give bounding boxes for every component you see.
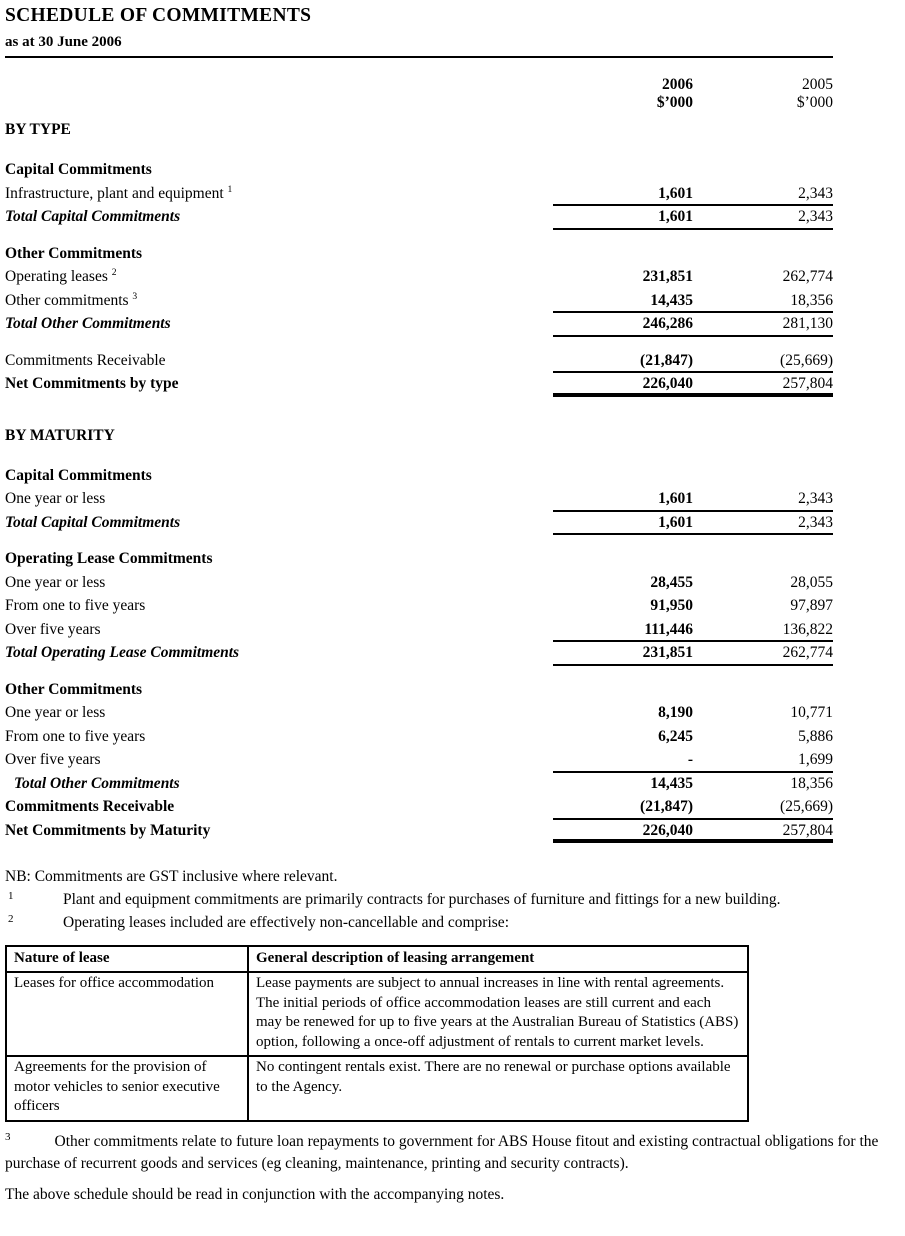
row-label-text: Commitments Receivable [5, 351, 166, 369]
value-2006: 91,950 [650, 597, 693, 614]
column-header-values [553, 76, 833, 112]
row-values [553, 183, 833, 207]
row-spacer [5, 535, 833, 548]
row-values [553, 572, 833, 596]
row-label-text: From one to five years [5, 727, 146, 745]
value-2005: 5,886 [798, 727, 833, 745]
row-values [553, 796, 833, 820]
value-2006: 231,851 [642, 644, 693, 661]
lease-table-row [6, 1056, 748, 1121]
statement-row [5, 796, 833, 820]
footnote-3-marker: 3 [5, 1130, 11, 1143]
value-2005: (25,669) [780, 351, 833, 369]
value-2005: 262,774 [782, 644, 833, 661]
value-2005: 257,804 [782, 821, 833, 839]
row-label-text: Total Operating Lease Commitments [5, 644, 240, 661]
row-label [5, 488, 553, 512]
row-label [5, 373, 553, 397]
value-2006: 14,435 [650, 291, 693, 309]
value-2006: 1,601 [658, 513, 693, 531]
statement-row [5, 642, 833, 666]
statement-row [5, 159, 833, 183]
footnote-ref: 1 [227, 183, 233, 195]
row-spacer [5, 666, 833, 679]
row-spacer [5, 337, 833, 350]
value-2006: 1,601 [658, 208, 693, 225]
row-label [5, 702, 553, 726]
footnote-3 [5, 1131, 905, 1175]
row-label-text: Other commitments [5, 291, 129, 309]
row-label [5, 749, 553, 773]
value-2005: 2,343 [798, 513, 833, 531]
row-values [553, 702, 833, 726]
row-label-text: Infrastructure, plant and equipment [5, 184, 224, 202]
row-label [5, 350, 553, 374]
statement-row [5, 548, 833, 572]
nb-note: NB: Commitments are GST inclusive where relevant. [5, 868, 338, 885]
footnote [5, 888, 905, 911]
statement-row [5, 373, 833, 397]
row-label-text: Operating Lease Commitments [5, 550, 213, 567]
row-label [5, 773, 553, 797]
statement-row [5, 206, 833, 230]
row-values [553, 820, 833, 844]
row-label-text: One year or less [5, 490, 106, 507]
footnote-text: Operating leases included are effectively non-cancellable and comprise: [63, 914, 509, 931]
value-2005: 281,130 [782, 315, 833, 332]
row-label-text: Total Capital Commitments [5, 208, 181, 225]
value-2006: - [687, 751, 693, 768]
row-label-text: Total Other Commitments [14, 774, 180, 792]
row-label [5, 465, 833, 489]
row-label [5, 243, 833, 267]
footnote-ref: 3 [132, 290, 138, 302]
statement-row [5, 350, 833, 374]
footnote-marker: 1 [8, 890, 14, 902]
value-2006: (21,847) [640, 798, 693, 815]
closing-note: The above schedule should be read in conjunction with the accompanying notes. [5, 1185, 505, 1203]
column-units-2006: $’000 [656, 94, 693, 111]
value-2005: (25,669) [780, 798, 833, 815]
row-values [553, 595, 833, 619]
statement-row [5, 595, 833, 619]
row-label-text: Over five years [5, 620, 101, 638]
footnote-text: Plant and equipment commitments are primarily contracts for purchases of furniture and fittings for a new building. [63, 891, 781, 908]
row-values [553, 749, 833, 773]
footnote-marker: 2 [8, 913, 14, 925]
column-header-2006 [553, 76, 693, 112]
row-label-text: Capital Commitments [5, 466, 152, 484]
statement-row [5, 266, 833, 290]
footnote-list [5, 888, 905, 934]
row-label-text: Other Commitments [5, 244, 143, 262]
row-values [553, 350, 833, 374]
header-rule [5, 56, 833, 58]
row-spacer [5, 230, 833, 243]
row-values [553, 773, 833, 797]
lease-table [5, 945, 749, 1122]
value-2006: 246,286 [642, 315, 693, 332]
row-label-text: Total Capital Commitments [5, 513, 181, 531]
row-label [5, 679, 833, 703]
column-year-2005: 2005 [802, 76, 833, 93]
value-2005: 2,343 [798, 208, 833, 225]
column-header-spacer [5, 76, 553, 112]
statement-row [5, 572, 833, 596]
row-label [5, 512, 553, 536]
column-headers [5, 76, 833, 112]
statement-row [5, 773, 833, 797]
row-label-text: Over five years [5, 751, 101, 768]
statement-row [5, 820, 833, 844]
lease-table-header-nature: Nature of lease [6, 946, 248, 972]
row-label [5, 796, 553, 820]
value-2006: 28,455 [650, 573, 693, 591]
row-label [5, 266, 553, 290]
column-units-2005: $’000 [796, 94, 833, 111]
statement-section-heading: BY MATURITY [5, 426, 115, 444]
value-2006: 111,446 [644, 620, 693, 638]
value-2006: 1,601 [658, 184, 693, 202]
statement-row [5, 183, 833, 207]
row-label [5, 726, 553, 750]
lease-table-header-row [6, 946, 748, 972]
value-2005: 262,774 [782, 268, 833, 285]
value-2005: 10,771 [790, 704, 833, 721]
lease-description-cell: Lease payments are subject to annual increases in line with rental agreements. The initial periods of office accommodation leases are still current and each may be renewed for up to five years at the Australian Bureau of Statistics (ABS) option, following a once-off adjustment of rentals to current market levels. [248, 972, 748, 1056]
row-values [553, 373, 833, 397]
row-label [5, 820, 553, 844]
row-values [553, 726, 833, 750]
lease-table-body [6, 972, 748, 1121]
statement-row [5, 726, 833, 750]
value-2006: (21,847) [640, 351, 693, 369]
statement-row [5, 243, 833, 267]
row-label-text: From one to five years [5, 597, 146, 614]
value-2005: 18,356 [790, 774, 833, 792]
statement-row [5, 679, 833, 703]
statement-row [5, 313, 833, 337]
lease-table-header-description: General description of leasing arrangement [248, 946, 748, 972]
column-year-2006: 2006 [662, 76, 693, 93]
statement-row [5, 465, 833, 489]
notes-section [5, 865, 905, 934]
row-label [5, 206, 553, 230]
footnote-3-text: Other commitments relate to future loan repayments to government for ABS House fitout and existing contractual obligations for the purchase of recurrent goods and services (eg cleaning, maintenance, printing and security contracts). [5, 1132, 879, 1172]
value-2006: 231,851 [642, 268, 693, 285]
commitments-statement [5, 118, 833, 843]
statement-row [5, 702, 833, 726]
value-2005: 1,699 [798, 751, 833, 768]
row-values [553, 488, 833, 512]
row-label-text: One year or less [5, 573, 106, 591]
row-label-text: Net Commitments by Maturity [5, 821, 211, 839]
row-label [5, 290, 553, 314]
value-2005: 97,897 [790, 597, 833, 614]
lease-nature-cell: Agreements for the provision of motor vehicles to senior executive officers [6, 1056, 248, 1121]
statement-row [5, 749, 833, 773]
page-title: SCHEDULE OF COMMITMENTS [5, 5, 312, 26]
footnote [5, 911, 905, 934]
row-label-text: One year or less [5, 704, 106, 721]
row-label [5, 642, 553, 666]
value-2006: 8,190 [658, 704, 693, 721]
footnote-ref: 2 [111, 266, 117, 278]
row-label [5, 595, 553, 619]
row-values [553, 512, 833, 536]
row-label-text: Net Commitments by type [5, 375, 179, 392]
value-2006: 14,435 [650, 774, 693, 792]
value-2005: 28,055 [790, 573, 833, 591]
value-2006: 1,601 [658, 490, 693, 507]
lease-table-row [6, 972, 748, 1056]
row-label [5, 548, 833, 572]
row-values [553, 642, 833, 666]
row-label-text: Total Other Commitments [5, 315, 171, 332]
row-label-text: Operating leases [5, 268, 108, 285]
row-label-text: Commitments Receivable [5, 798, 175, 815]
column-header-2005 [693, 76, 833, 112]
value-2005: 257,804 [782, 375, 833, 392]
value-2005: 2,343 [798, 490, 833, 507]
value-2006: 226,040 [642, 375, 693, 392]
lease-description-cell: No contingent rentals exist. There are no renewal or purchase options available to the Agency. [248, 1056, 748, 1121]
statement-row [5, 619, 833, 643]
row-label-text: Other Commitments [5, 680, 143, 698]
row-values [553, 313, 833, 337]
row-values [553, 266, 833, 290]
row-label [5, 572, 553, 596]
value-2006: 226,040 [642, 821, 693, 839]
value-2006: 6,245 [658, 727, 693, 745]
value-2005: 18,356 [790, 291, 833, 309]
row-values [553, 290, 833, 314]
row-label [5, 183, 553, 207]
lease-nature-cell: Leases for office accommodation [6, 972, 248, 1056]
statement-section-heading: BY TYPE [5, 121, 71, 138]
row-values [553, 206, 833, 230]
row-label [5, 159, 833, 183]
page-subtitle: as at 30 June 2006 [5, 34, 122, 50]
value-2005: 2,343 [798, 184, 833, 202]
statement-row [5, 512, 833, 536]
statement-row [5, 488, 833, 512]
row-values [553, 619, 833, 643]
row-label-text: Capital Commitments [5, 161, 152, 178]
row-label [5, 619, 553, 643]
value-2005: 136,822 [782, 620, 833, 638]
statement-row [5, 290, 833, 314]
row-label [5, 313, 553, 337]
